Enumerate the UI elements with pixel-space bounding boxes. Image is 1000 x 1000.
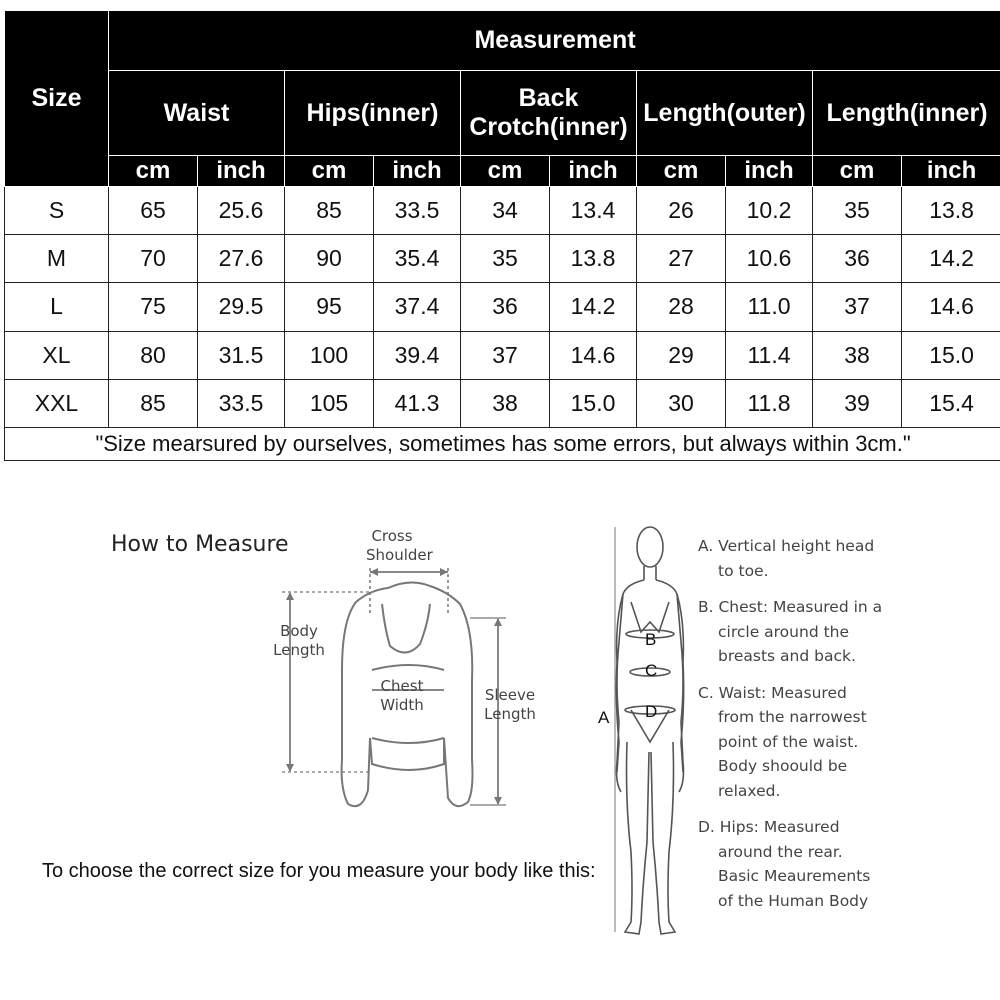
group-header-line: Crotch(inner) (469, 113, 628, 141)
instruction-line: breasts and back. (718, 647, 856, 665)
group-header (461, 71, 637, 156)
instruction-line: point of the waist. (718, 732, 859, 751)
value-cell: 36 (461, 283, 550, 331)
table-row (5, 187, 1000, 235)
value-cell: 80 (109, 331, 198, 379)
instruction-line: of the Human Body (718, 891, 869, 910)
value-cell: 105 (285, 379, 374, 427)
unit-header: cm (813, 156, 902, 187)
group-header (285, 71, 461, 156)
sleeve-length-line-2: Length (484, 705, 536, 723)
instruction-item (698, 534, 898, 583)
measurement-header: Measurement (109, 11, 1000, 71)
unit-header: inch (550, 156, 637, 187)
value-cell: 15.0 (902, 331, 1000, 379)
chest-width-line-1: Chest (380, 677, 424, 695)
value-cell: 35 (813, 187, 902, 235)
cross-shoulder-line-1: Cross (371, 527, 413, 545)
instruction-item (698, 681, 898, 804)
value-cell: 10.6 (726, 235, 813, 283)
table-row (5, 379, 1000, 427)
table-row (5, 235, 1000, 283)
value-cell: 10.2 (726, 187, 813, 235)
unit-header: inch (374, 156, 461, 187)
unit-header: cm (637, 156, 726, 187)
group-header-line: Length(inner) (826, 98, 988, 127)
note-row (5, 427, 1000, 460)
size-cell: XL (5, 331, 109, 379)
table-row (5, 331, 1000, 379)
value-cell: 11.8 (726, 379, 813, 427)
value-cell: 85 (285, 187, 374, 235)
instruction-line: relaxed. (718, 781, 781, 800)
cross-shoulder-label (366, 527, 433, 565)
instruction-line: to toe. (718, 561, 769, 580)
instruction-line: around the rear. (718, 842, 843, 861)
figure-letter-b: B (645, 630, 657, 649)
value-cell: 38 (461, 379, 550, 427)
value-cell: 15.4 (902, 379, 1000, 427)
value-cell: 14.6 (550, 331, 637, 379)
value-cell: 37 (461, 331, 550, 379)
chest-width-line-2: Width (380, 696, 424, 714)
value-cell: 11.0 (726, 283, 813, 331)
unit-header: cm (461, 156, 550, 187)
value-cell: 13.8 (902, 187, 1000, 235)
instruction-item (698, 595, 898, 669)
value-cell: 26 (637, 187, 726, 235)
value-cell: 14.6 (902, 283, 1000, 331)
body-length-line-1: Body (280, 622, 318, 640)
figure-letter-a: A (598, 708, 610, 727)
value-cell: 35 (461, 235, 550, 283)
value-cell: 28 (637, 283, 726, 331)
value-cell: 25.6 (198, 187, 285, 235)
instruction-line: Body shoould be (718, 757, 848, 775)
instruction-line: A. Vertical height head (698, 537, 875, 555)
instruction-line: Basic Meaurements (718, 867, 871, 885)
sleeve-length-line-1: Sleeve (484, 686, 536, 704)
group-header-line: Hips(inner) (306, 98, 439, 127)
body-length-label (271, 622, 327, 660)
unit-header: inch (902, 156, 1000, 187)
group-header-line: Length(outer) (643, 98, 806, 127)
value-cell: 29 (637, 331, 726, 379)
group-header (109, 71, 285, 156)
value-cell: 27.6 (198, 235, 285, 283)
size-cell: XXL (5, 379, 109, 427)
size-cell: S (5, 187, 109, 235)
value-cell: 13.4 (550, 187, 637, 235)
value-cell: 85 (109, 379, 198, 427)
value-cell: 90 (285, 235, 374, 283)
instruction-line: circle around the (718, 622, 850, 641)
value-cell: 36 (813, 235, 902, 283)
unit-header: inch (198, 156, 285, 187)
chest-width-label (376, 677, 428, 715)
value-cell: 95 (285, 283, 374, 331)
value-cell: 34 (461, 187, 550, 235)
figure-letter-c: C (645, 661, 658, 680)
value-cell: 75 (109, 283, 198, 331)
group-header (637, 71, 813, 156)
value-cell: 14.2 (902, 235, 1000, 283)
instruction-line: D. Hips: Measured (698, 818, 840, 836)
unit-header: cm (285, 156, 374, 187)
value-cell: 11.4 (726, 331, 813, 379)
value-cell: 27 (637, 235, 726, 283)
cross-shoulder-line-2: Shoulder (366, 546, 433, 564)
value-cell: 37.4 (374, 283, 461, 331)
table-row (5, 283, 1000, 331)
instruction-line: C. Waist: Measured (698, 683, 847, 702)
body-length-line-2: Length (273, 641, 325, 659)
choose-size-instruction: To choose the correct size for you measure your body like this: (42, 860, 596, 882)
value-cell: 14.2 (550, 283, 637, 331)
size-cell: L (5, 283, 109, 331)
value-cell: 30 (637, 379, 726, 427)
size-chart-table (4, 10, 1000, 461)
instruction-line: B. Chest: Measured in a (698, 598, 883, 616)
value-cell: 33.5 (374, 187, 461, 235)
unit-header: inch (726, 156, 813, 187)
size-note: "Size mearsured by ourselves, sometimes has some errors, but always within 3cm." (5, 427, 1000, 460)
size-column-header: Size (5, 11, 109, 187)
instruction-item (698, 815, 898, 913)
group-header-line: Back (518, 84, 579, 112)
measurement-instructions (698, 534, 898, 925)
value-cell: 35.4 (374, 235, 461, 283)
size-cell: M (5, 235, 109, 283)
value-cell: 33.5 (198, 379, 285, 427)
group-header-line: Waist (163, 98, 230, 127)
value-cell: 37 (813, 283, 902, 331)
human-body-figure (595, 522, 695, 962)
figure-letter-d: D (645, 702, 658, 721)
value-cell: 100 (285, 331, 374, 379)
sleeve-length-label (480, 686, 540, 724)
value-cell: 39.4 (374, 331, 461, 379)
group-header (813, 71, 1000, 156)
value-cell: 13.8 (550, 235, 637, 283)
how-to-measure-title: How to Measure (111, 532, 289, 557)
value-cell: 31.5 (198, 331, 285, 379)
value-cell: 38 (813, 331, 902, 379)
value-cell: 29.5 (198, 283, 285, 331)
value-cell: 39 (813, 379, 902, 427)
instruction-line: from the narrowest (718, 708, 867, 726)
value-cell: 65 (109, 187, 198, 235)
value-cell: 41.3 (374, 379, 461, 427)
value-cell: 15.0 (550, 379, 637, 427)
unit-header: cm (109, 156, 198, 187)
value-cell: 70 (109, 235, 198, 283)
garment-diagram (260, 520, 560, 820)
